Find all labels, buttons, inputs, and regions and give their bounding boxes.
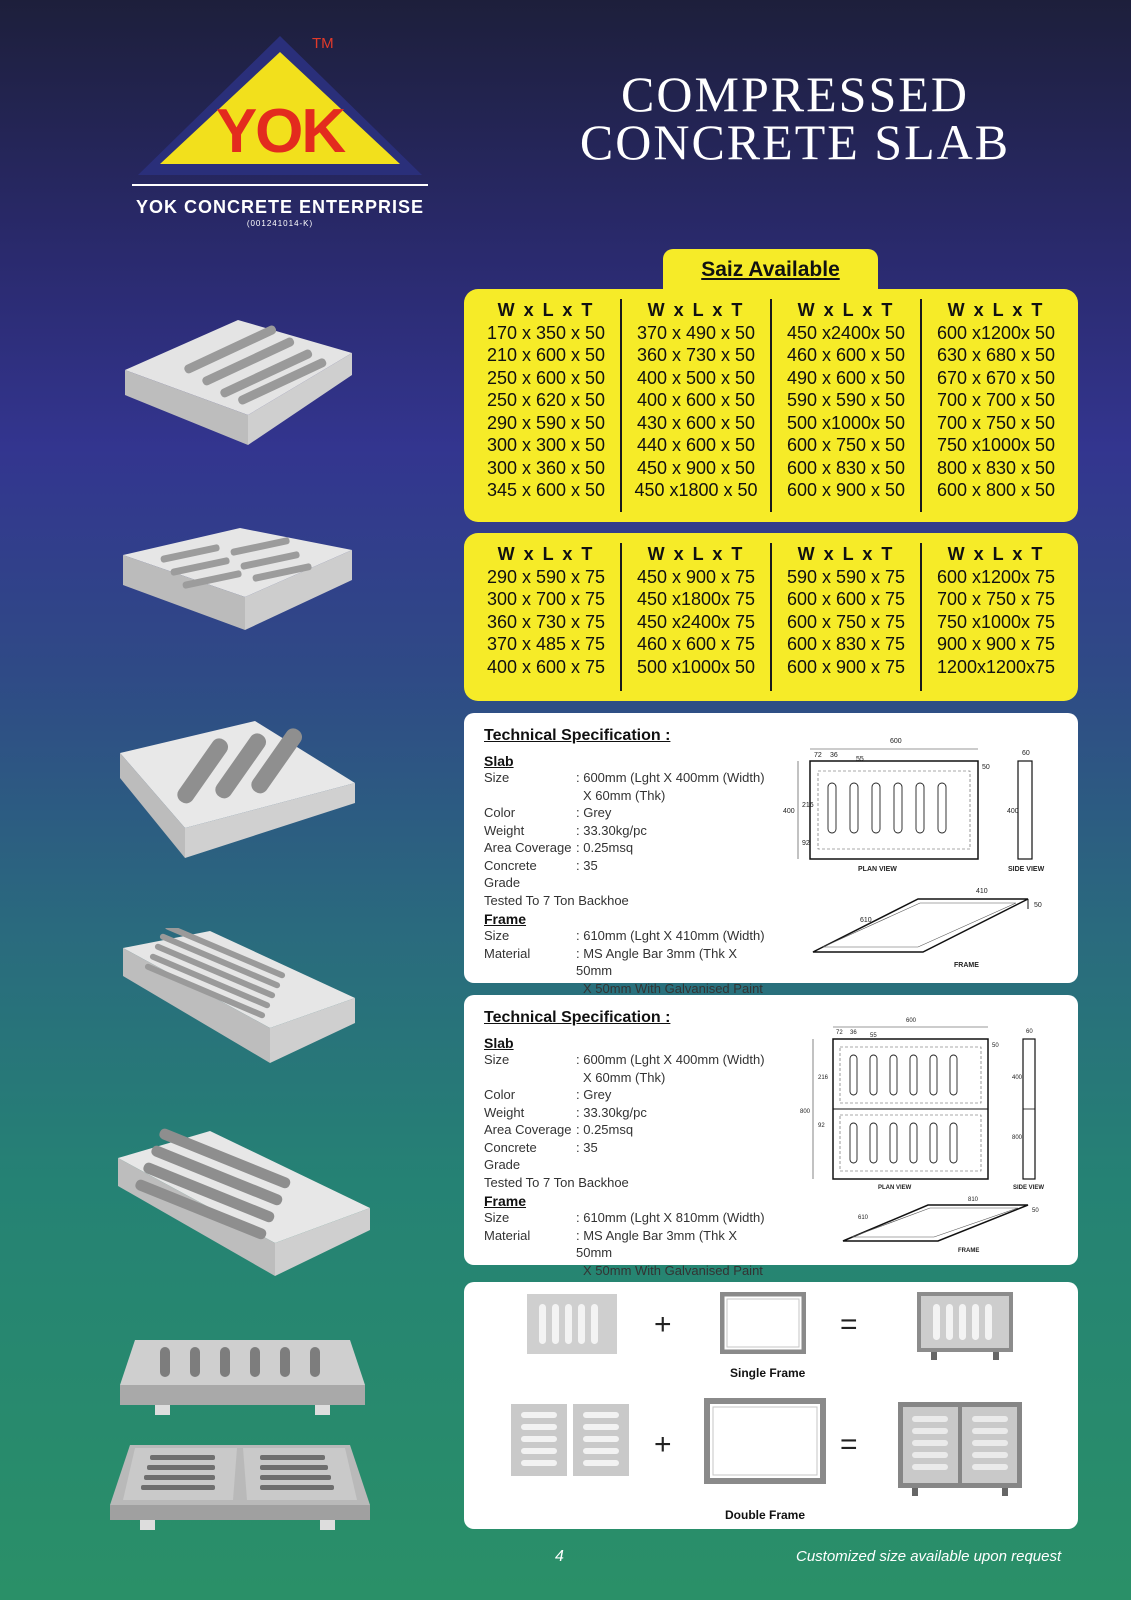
size-column [770, 543, 920, 691]
size-cell: 400 x 600 x 75 [486, 656, 606, 677]
column-header: W x L x T [497, 300, 595, 320]
size-cell: 460 x 600 x 50 [786, 345, 906, 365]
size-cell: 450 x 900 x 75 [636, 566, 756, 587]
size-cell: 360 x 730 x 50 [636, 345, 756, 365]
spec-key: Material [484, 945, 531, 961]
size-cell: 750 x1000x 75 [936, 611, 1056, 632]
dim-b: 36 [830, 752, 838, 759]
size-cell: 460 x 600 x 75 [636, 634, 756, 654]
spec-key: Material [484, 1227, 531, 1243]
size-cell: 630 x 680 x 50 [936, 345, 1056, 365]
double-frame-image [704, 1398, 826, 1488]
spec-value: : 35 [576, 857, 598, 873]
dim-width: 600 [890, 738, 902, 745]
spec-key: Weight [484, 1104, 525, 1120]
size-cell: 600 x 750 x 50 [786, 435, 906, 455]
spec-value: X 60mm (Thk) [583, 787, 666, 803]
size-column [620, 299, 770, 512]
size-cell: 800 x 830 x 50 [936, 457, 1056, 478]
spec-value: : 610mm (Lght X 410mm (Width) [576, 928, 765, 943]
dim-a: 72 [814, 752, 822, 759]
size-column [770, 299, 920, 512]
single-assembly-image [917, 1292, 1013, 1362]
dim-e: 92 [818, 1123, 825, 1129]
size-cell: 450 x2400x 50 [786, 322, 906, 343]
tm-mark: TM [312, 35, 334, 52]
size-cell: 290 x 590 x 75 [486, 566, 606, 587]
custom-size-note: Customized size available upon request [796, 1548, 1062, 1565]
single-frame-image [720, 1292, 806, 1354]
single-slab-image [527, 1294, 617, 1354]
slab-label: Slab [484, 753, 514, 769]
spec-key: Size [484, 928, 510, 943]
spec-value: : 0.25msq [576, 840, 634, 855]
dim-s: 50 [982, 764, 990, 771]
size-cell: 450 x1800 x 50 [634, 480, 758, 500]
plan-view-label: PLAN VIEW [878, 1185, 912, 1191]
logo-text: YOK [215, 97, 345, 166]
size-cell: 450 x2400x 75 [636, 611, 756, 632]
dim-c: 55 [870, 1033, 877, 1039]
double-assembly-image [898, 1402, 1022, 1498]
size-cell: 500 x1000x 50 [636, 656, 756, 677]
spec-value: : MS Angle Bar 3mm (Thk X 50mm [576, 945, 738, 978]
spec-value: : Grey [576, 1087, 612, 1102]
page-number: 4 [555, 1548, 564, 1565]
spec-value: X 50mm With Galvanised Paint [583, 980, 763, 996]
dim-height: 400 [783, 808, 795, 815]
size-cell: 700 x 700 x 50 [936, 390, 1056, 410]
side-view-label: SIDE VIEW [1008, 866, 1045, 873]
dim-height: 800 [800, 1109, 811, 1115]
column-header: W x L x T [947, 300, 1045, 320]
dim-frame-length: 610 [860, 917, 872, 924]
size-cell: 450 x1800x 75 [636, 589, 756, 609]
technical-drawing-single [778, 727, 1068, 972]
plus-sign: + [654, 1428, 672, 1461]
title-line-1: COMPRESSED [621, 66, 969, 122]
size-cell: 600 x 900 x 50 [786, 480, 906, 500]
slab-label: Slab [484, 1035, 514, 1051]
dim-frame-depth: 50 [1034, 902, 1042, 909]
size-cell: 600 x 900 x 75 [786, 656, 906, 677]
spec-key: Weight [484, 822, 525, 838]
size-cell: 250 x 600 x 50 [486, 367, 606, 388]
spec-heading: Technical Specification : [484, 1009, 671, 1026]
double-frame-caption: Double Frame [725, 1508, 806, 1522]
spec-key: Area Coverage [484, 1122, 572, 1137]
dim-b: 36 [850, 1030, 857, 1036]
spec-heading: Technical Specification : [484, 727, 671, 744]
size-column [472, 299, 620, 512]
dim-side-height-2: 800 [1012, 1135, 1023, 1141]
spec-value: X 50mm With Galvanised Paint [583, 1262, 763, 1278]
slab-photo-2 [120, 525, 355, 645]
size-cell: 300 x 700 x 75 [486, 589, 606, 609]
column-header: W x L x T [647, 544, 745, 564]
spec-value: : Grey [576, 805, 612, 820]
size-cell: 250 x 620 x 50 [486, 390, 606, 410]
spec-tested: Tested To 7 Ton Backhoe [484, 1174, 629, 1190]
size-table-75mm [464, 533, 1078, 701]
spec-tested: Tested To 7 Ton Backhoe [484, 892, 629, 908]
size-cell: 600 x 600 x 75 [786, 589, 906, 609]
size-cell: 600 x 830 x 50 [786, 457, 906, 478]
size-cell: 700 x 750 x 50 [936, 412, 1056, 433]
spec-value: : 600mm (Lght X 400mm (Width) [576, 770, 765, 785]
spec-value: : 0.25msq [576, 1122, 634, 1137]
slab-photo-1 [120, 315, 355, 455]
dim-d: 216 [818, 1075, 829, 1081]
spec-value: : 33.30kg/pc [576, 1104, 647, 1120]
size-column [620, 543, 770, 691]
size-cell: 600 x 750 x 75 [786, 611, 906, 632]
spec-key: Concrete Grade [484, 1139, 537, 1172]
size-cell: 590 x 590 x 50 [786, 390, 906, 410]
size-column [920, 543, 1070, 691]
dim-c: 55 [856, 756, 864, 763]
dim-e: 92 [802, 840, 810, 847]
dim-s: 50 [992, 1043, 999, 1049]
size-cell: 360 x 730 x 75 [486, 611, 606, 632]
size-cell: 400 x 600 x 50 [636, 390, 756, 410]
size-cell: 500 x1000x 50 [786, 412, 906, 433]
size-cell: 600 x 830 x 75 [786, 634, 906, 654]
dim-thickness: 60 [1026, 1029, 1033, 1035]
frame-label: Frame [484, 911, 527, 927]
size-cell: 700 x 750 x 75 [936, 589, 1056, 609]
slab-photo-7 [105, 1440, 375, 1535]
size-column [920, 299, 1070, 512]
size-cell: 170 x 350 x 50 [486, 322, 606, 343]
company-reg: (001241014-K) [246, 219, 314, 228]
dim-frame-depth: 50 [1032, 1208, 1039, 1214]
size-cell: 670 x 670 x 50 [936, 367, 1056, 388]
spec-panel-single [464, 713, 1078, 996]
size-cell: 600 x 800 x 50 [936, 480, 1056, 500]
spec-key: Concrete Grade [484, 857, 537, 890]
size-cell: 210 x 600 x 50 [486, 345, 606, 365]
size-cell: 290 x 590 x 50 [486, 412, 606, 433]
size-cell: 300 x 300 x 50 [486, 435, 606, 455]
spec-key: Size [484, 1210, 510, 1225]
company-name: YOK CONCRETE ENTERPRISE [135, 197, 425, 217]
column-header: W x L x T [647, 300, 745, 320]
spec-key: Area Coverage [484, 840, 572, 855]
column-header: W x L x T [497, 544, 595, 564]
equals-sign: = [840, 1308, 858, 1341]
plan-view-label: PLAN VIEW [858, 866, 897, 873]
double-slab-image [511, 1404, 629, 1476]
slab-photo-3 [115, 718, 360, 878]
spec-key: Size [484, 1052, 510, 1067]
dim-frame-length: 610 [858, 1215, 869, 1221]
side-view-label: SIDE VIEW [1013, 1185, 1045, 1191]
spec-value: X 60mm (Thk) [583, 1069, 666, 1085]
slab-photo-5 [115, 1128, 375, 1283]
slab-photo-6 [115, 1335, 370, 1425]
spec-key: Size [484, 770, 510, 785]
dim-d: 216 [802, 802, 814, 809]
slab-photo-4 [120, 928, 360, 1068]
size-cell: 450 x 900 x 50 [636, 457, 756, 478]
size-cell: 370 x 490 x 50 [636, 322, 756, 343]
size-cell: 1200x1200x75 [936, 656, 1056, 677]
size-column [472, 543, 620, 691]
equals-sign: = [840, 1428, 858, 1461]
page-title [540, 66, 1050, 170]
size-cell: 490 x 600 x 50 [786, 367, 906, 388]
size-cell: 600 x1200x 75 [936, 566, 1056, 587]
frame-label: Frame [484, 1193, 527, 1209]
size-cell: 430 x 600 x 50 [636, 412, 756, 433]
spec-value: : 600mm (Lght X 400mm (Width) [576, 1052, 765, 1067]
technical-drawing-double [778, 1009, 1068, 1254]
frame-label: FRAME [958, 1248, 980, 1254]
dim-width: 600 [906, 1018, 917, 1024]
dim-thickness: 60 [1022, 750, 1030, 757]
size-cell: 345 x 600 x 50 [486, 480, 606, 500]
spec-value: : MS Angle Bar 3mm (Thk X 50mm [576, 1227, 738, 1260]
single-frame-caption: Single Frame [730, 1366, 806, 1380]
size-cell: 300 x 360 x 50 [486, 457, 606, 478]
plus-sign: + [654, 1308, 672, 1341]
dim-side-height: 400 [1007, 808, 1019, 815]
column-header: W x L x T [797, 544, 895, 564]
column-header: W x L x T [947, 544, 1045, 564]
dim-side-height: 400 [1012, 1075, 1023, 1081]
size-cell: 900 x 900 x 75 [936, 634, 1056, 654]
size-cell: 440 x 600 x 50 [636, 435, 756, 455]
size-cell: 600 x1200x 50 [936, 322, 1056, 343]
column-header: W x L x T [797, 300, 895, 320]
dim-frame-width: 410 [976, 888, 988, 895]
spec-value: : 33.30kg/pc [576, 822, 647, 838]
frame-assembly-panel [464, 1282, 1078, 1529]
size-cell: 370 x 485 x 75 [486, 634, 606, 654]
size-table-50mm [464, 289, 1078, 522]
spec-key: Color [484, 805, 516, 820]
size-cell: 590 x 590 x 75 [786, 566, 906, 587]
spec-key: Color [484, 1087, 516, 1102]
spec-text [484, 1009, 774, 1279]
spec-value: : 610mm (Lght X 810mm (Width) [576, 1210, 765, 1225]
size-cell: 400 x 500 x 50 [636, 367, 756, 388]
size-cell: 750 x1000x 50 [936, 435, 1056, 455]
spec-value: : 35 [576, 1139, 598, 1155]
dim-a: 72 [836, 1030, 843, 1036]
title-line-2: CONCRETE SLAB [579, 114, 1011, 170]
spec-panel-double [464, 995, 1078, 1278]
frame-label: FRAME [954, 962, 979, 969]
dim-frame-width: 810 [968, 1197, 979, 1203]
spec-text [484, 727, 774, 997]
sizes-tab-label: Saiz Available [663, 249, 878, 291]
